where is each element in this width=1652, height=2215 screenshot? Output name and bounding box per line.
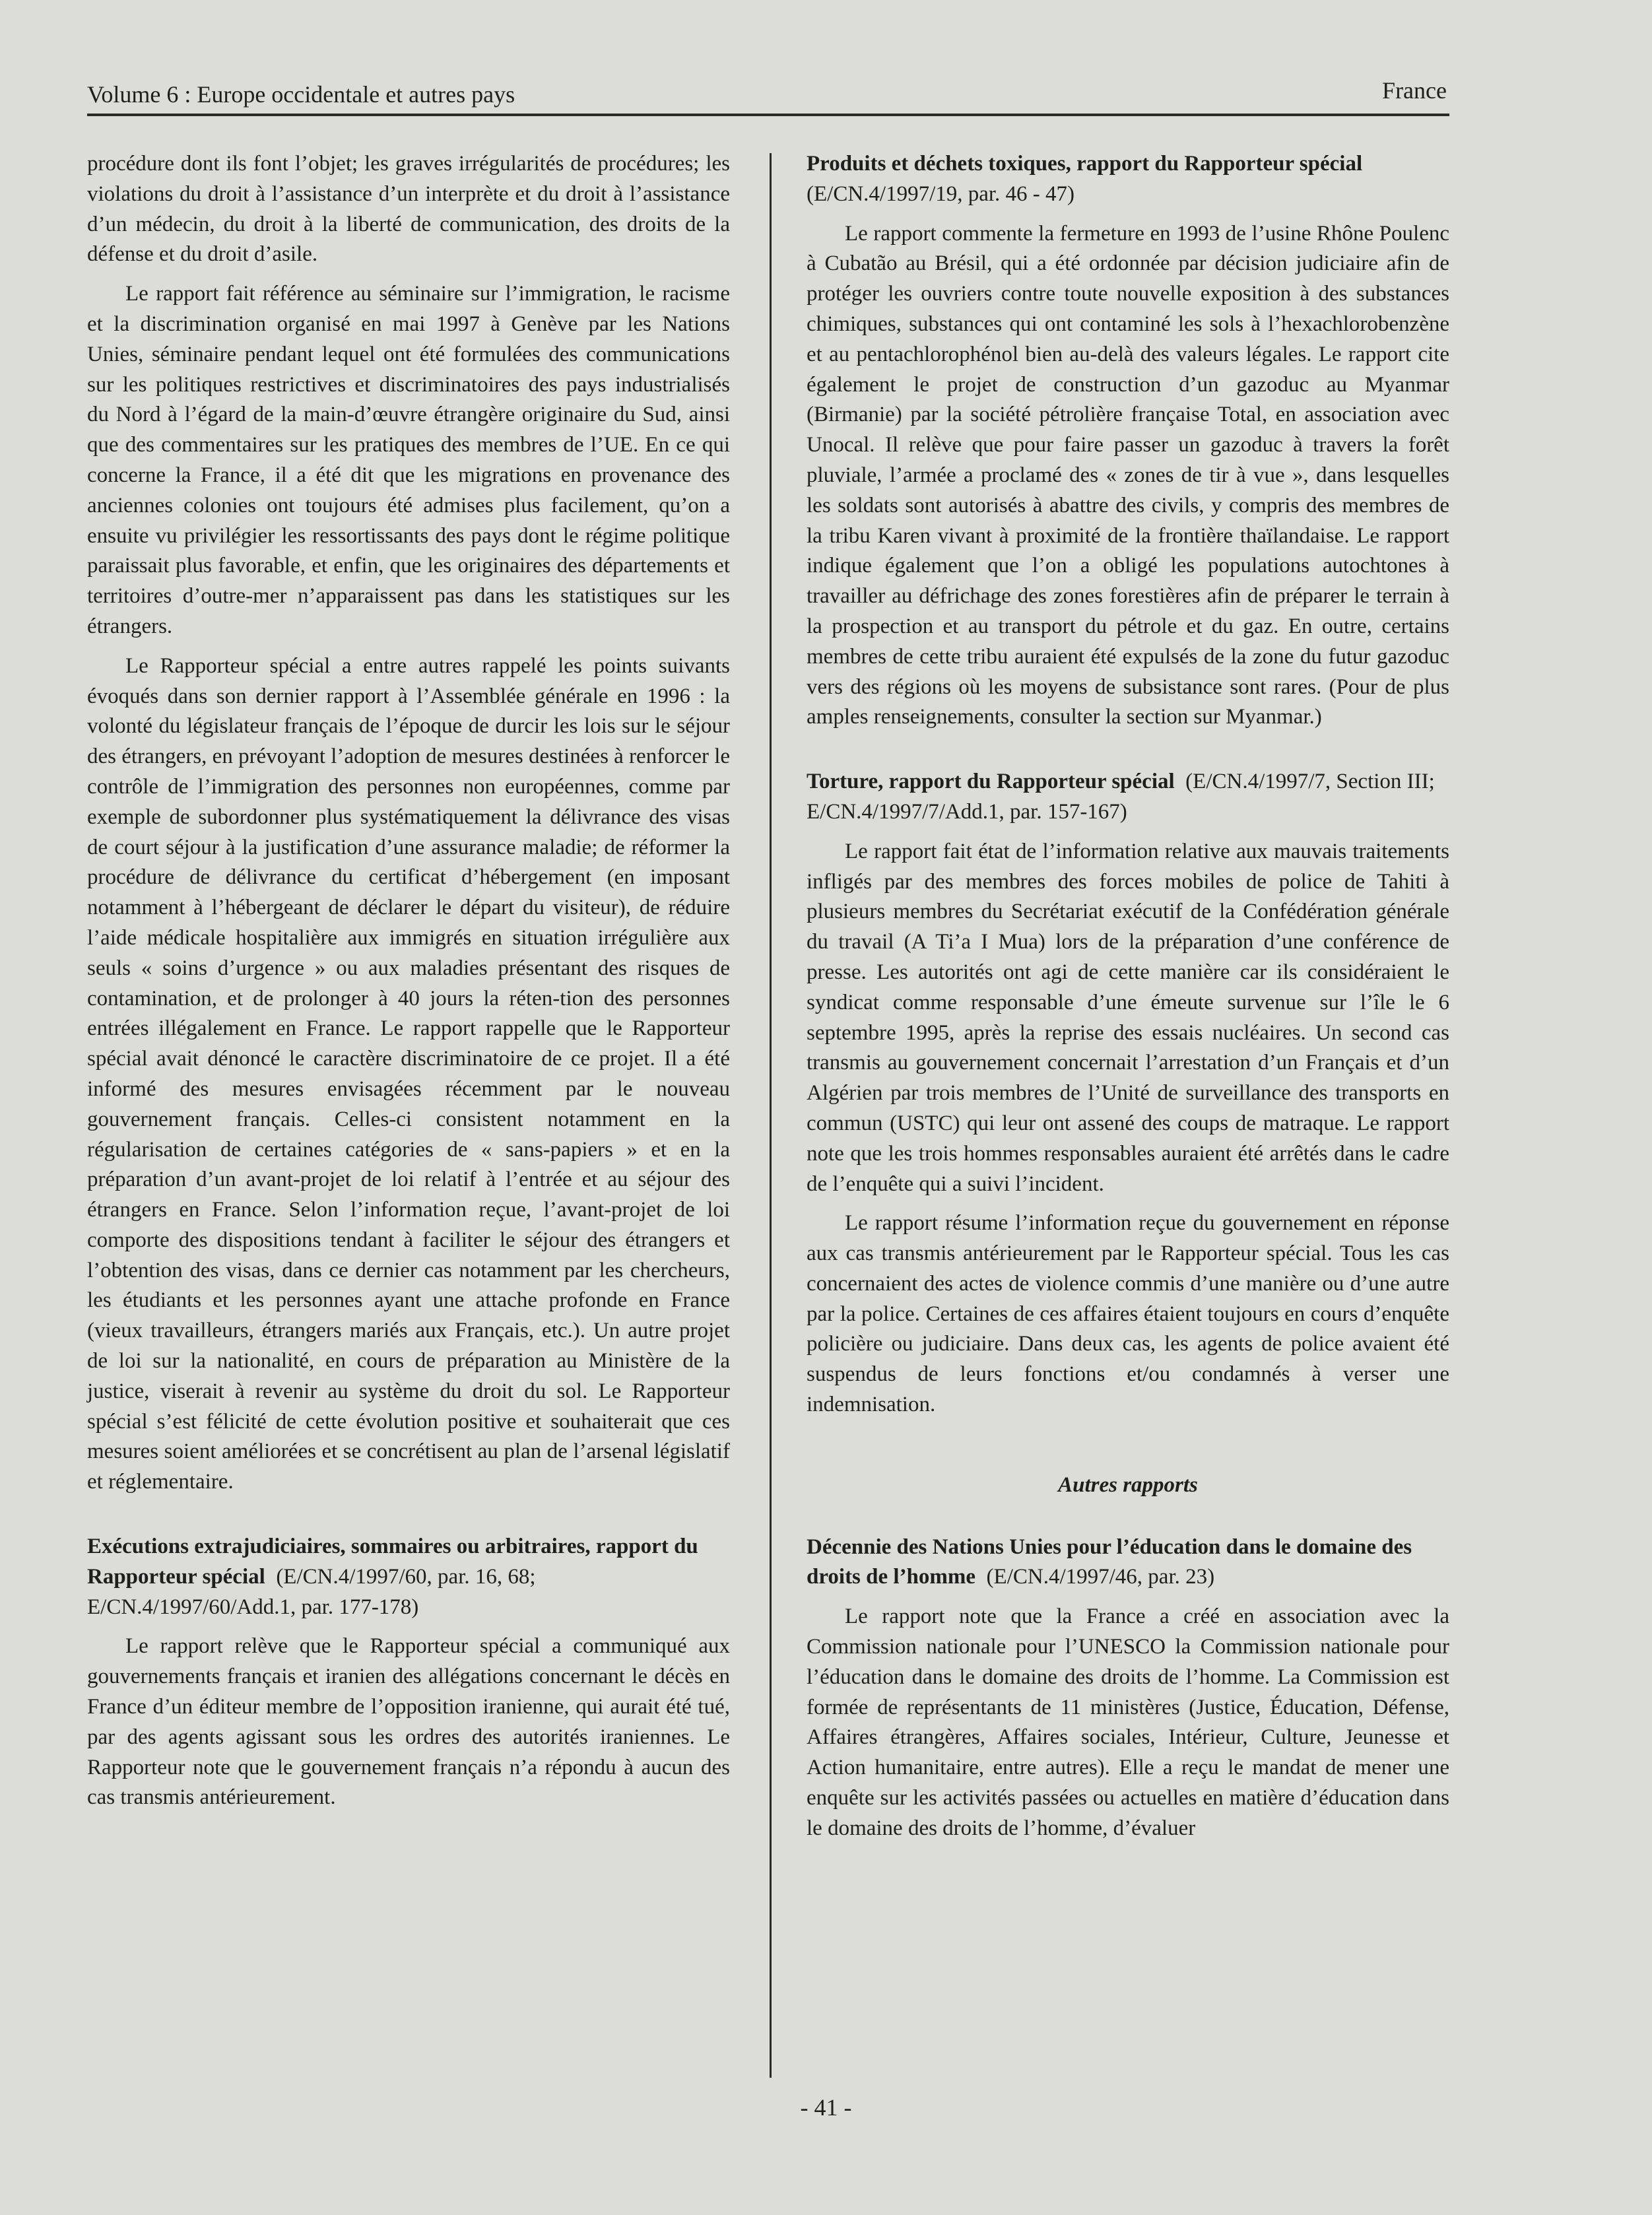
- paragraph: Le rapport résume l’information reçue du gouvernement en réponse aux cas transmis antérieurement par le Rapporteur spécial. Tous les cas concernaient des actes de violence commis d’une manière ou d’une autre par la police. Certaines de ces affaires étaient toujours en cours d’enquête policière ou judiciaire. Dans deux cas, les agents de police avaient été suspendus de leurs fonctions et/ou condamnés à verser une indemnisation.: [807, 1211, 1449, 1417]
- section-reference: (E/CN.4/1997/46, par. 23): [986, 1565, 1215, 1589]
- section-heading: [807, 1533, 1449, 1593]
- section-torture: [807, 767, 1449, 1420]
- section-un-decade: [807, 1533, 1449, 1844]
- paragraph: procédure dont ils font l’objet; les graves irrégularités de procédures; les violations du droit à l’assistance d’un interprète et du droit à l’assistance d’un médecin, du droit à la liberté de communication, des droits de la défense et du droit d’asile.: [87, 152, 730, 267]
- header-volume: Volume 6 : Europe occidentale et autres pays: [87, 81, 515, 108]
- section-reference: (E/CN.4/1997/7, Section III; E/CN.4/1997/7/Add.1, par. 157-167): [807, 770, 1435, 824]
- section-heading: [807, 149, 1449, 210]
- paragraph: Le rapport fait référence au séminaire sur l’immigration, le racisme et la discrimination organisé en mai 1997 à Genève par les Nations Unies, séminaire pendant lequel ont été formulées des communications sur les politiques restrictives et discriminatoires des pays industrialisés du Nord à l’égard de la main-d’œuvre étrangère originaire du Sud, ainsi que des commentaires sur les pratiques des membres de l’UE. En ce qui concerne la France, il a été dit que les migrations en provenance des anciennes colonies ont toujours été admises plus facilement, qu’on a ensuite vu privilégier les ressortissants des pays dont le régime politique paraissait plus favorable, et enfin, que les originaires des départements et territoires d’outre-mer n’apparaissent pas dans les statistiques sur les étrangers.: [87, 282, 730, 638]
- right-column: [807, 149, 1449, 1844]
- paragraph: Le rapport relève que le Rapporteur spécial a communiqué aux gouvernements français et iranien des allégations concernant le décès en France d’un éditeur membre de l’opposition iranienne, qui aurait été tué, par des agents agissant sous les ordres des autorités iraniennes. Le Rapporteur note que le gouvernement français n’a répondu à aucun des cas transmis antérieurement.: [87, 1634, 730, 1810]
- section-reference: (E/CN.4/1997/19, par. 46 - 47): [807, 182, 1075, 206]
- column-divider: [770, 153, 772, 2078]
- header-country: France: [1382, 77, 1447, 104]
- header-rule: [87, 114, 1449, 116]
- section-heading: [807, 767, 1449, 828]
- section-title: Torture, rapport du Rapporteur spécial: [807, 770, 1175, 794]
- paragraph: Le rapport note que la France a créé en association avec la Commission nationale pour l’UNESCO la Commission nationale pour l’éducation dans le domaine des droits de l’homme. La Commission est formée de représentants de 11 ministères (Justice, Éducation, Défense, Affaires étrangères, Affaires sociales, Intérieur, Culture, Jeunesse et Action humanitaire, entre autres). Elle a reçu le mandat de mener une enquête sur les activités passées ou actuelles en matière d’éducation dans le domaine des droits de l’homme, d’évaluer: [807, 1604, 1449, 1840]
- section-toxic-products: [807, 149, 1449, 733]
- section-reference: (E/CN.4/1997/60, par. 16, 68; E/CN.4/1997/60/Add.1, par. 177-178): [87, 1564, 536, 1619]
- paragraph: Le Rapporteur spécial a entre autres rappelé les points suivants évoqués dans son dernier rapport à l’Assemblée générale en 1996 : la volonté du législateur français de l’époque de durcir les lois sur le séjour des étrangers, en prévoyant l’adoption de mesures destinées à renforcer le contrôle de l’immigration des personnes non européennes, comme par exemple de subordonner plus systématiquement la délivrance des visas de court séjour à la justification d’une assurance maladie; de réformer la procédure de délivrance du certificat d’hébergement (en imposant notamment à l’hébergeant de déclarer le départ du visiteur), de réduire l’aide médicale hospitalière aux immigrés en situation irrégulière aux seuls « soins d’urgence » ou aux maladies présentant des risques de contamination, et de prolonger à 40 jours la réten-tion des personnes entrées illégalement en France. Le rapport rappelle que le Rapporteur spécial avait dénoncé le caractère discriminatoire de ce projet. Il a été informé des mesures envisagées récemment par le nouveau gouvernement français. Celles-ci consistent notamment en la régularisation de certaines catégories de « sans-papiers » et en la préparation d’un avant-projet de loi relatif à l’entrée et au séjour des étrangers en France. Selon l’information reçue, l’avant-projet de loi comporte des dispositions tendant à faciliter le séjour des étrangers et l’obtention des visas, dans ce dernier cas notamment par les chercheurs, les étudiants et les personnes ayant une attache profonde en France (vieux travailleurs, étrangers mariés aux Français, etc.). Un autre projet de loi sur la nationalité, en cours de préparation au Ministère de la justice, viserait à revenir au système du droit du sol. Le Rapporteur spécial s’est félicité de cette évolution positive et souhaiterait que ces mesures soient améliorées et se concrétisent au plan de l’arsenal législatif et réglementaire.: [87, 653, 731, 1494]
- paragraph: Le rapport fait état de l’information relative aux mauvais traitements infligés par des membres des forces mobiles de police de Tahiti à plusieurs membres du Secrétariat exécutif de la Confédération générale du travail (A Ti’a I Mua) lors de la préparation d’une conférence de presse. Les autorités ont agi de cette manière car ils considéraient le syndicat comme responsable d’une émeute survenue sur l’île le 6 septembre 1995, après la reprise des essais nucléaires. Un second cas transmis au gouvernement concernait l’arrestation d’un Français et d’un Algérien par trois membres de l’Unité de surveillance des transports en commun (USTC) qui leur ont assené des coups de matraque. Le rapport note que les trois hommes responsables auraient été arrêtés dans le cadre de l’enquête qui a suivi l’incident.: [807, 839, 1449, 1196]
- other-reports-subheading: Autres rapports: [1058, 1472, 1198, 1497]
- left-column: [87, 149, 730, 1813]
- paragraph: Le rapport commente la fermeture en 1993 de l’usine Rhône Poulenc à Cubatão au Brésil, qui a été ordonnée par décision judiciaire afin de protéger les ouvriers contre toute nouvelle exposition à des substances chimiques, substances qui ont contaminé les sols à l’hexachlorobenzène et au pentachlorophénol bien au-delà des valeurs légales. Le rapport cite également le projet de construction d’un gazoduc au Myanmar (Birmanie) par la société pétrolière française Total, en association avec Unocal. Il relève que pour faire passer un gazoduc à travers la forêt pluviale, l’armée a proclamé des « zones de tir à vue », dans lesquelles les soldats sont autorisés à abattre des civils, y compris des membres de la tribu Karen vivant à proximité de la frontière thaïlandaise. Le rapport indique également que l’on a obligé les populations autochtones à travailler au défrichage des zones forestières afin de préparer le terrain à la prospection et au transport du pétrole et du gaz. En outre, certains membres de cette tribu auraient été expulsés de la zone du futur gazoduc vers des régions où les moyens de subsistance sont rares. (Pour de plus amples renseignements, consulter la section sur Myanmar.): [807, 221, 1449, 729]
- section-heading: [87, 1532, 730, 1622]
- section-title: Décennie des Nations Unies pour l’éducation dans le domaine des droits de l’homme: [807, 1535, 1412, 1589]
- section-title: Produits et déchets toxiques, rapport du Rapporteur spécial: [807, 152, 1363, 176]
- running-header: [87, 77, 1447, 116]
- section-title: Exécutions extrajudiciaires, sommaires ou arbitraires, rapport du Rapporteur spécial: [87, 1535, 698, 1589]
- section-executions: [87, 1532, 730, 1813]
- page-number: - 41 -: [800, 2094, 852, 2121]
